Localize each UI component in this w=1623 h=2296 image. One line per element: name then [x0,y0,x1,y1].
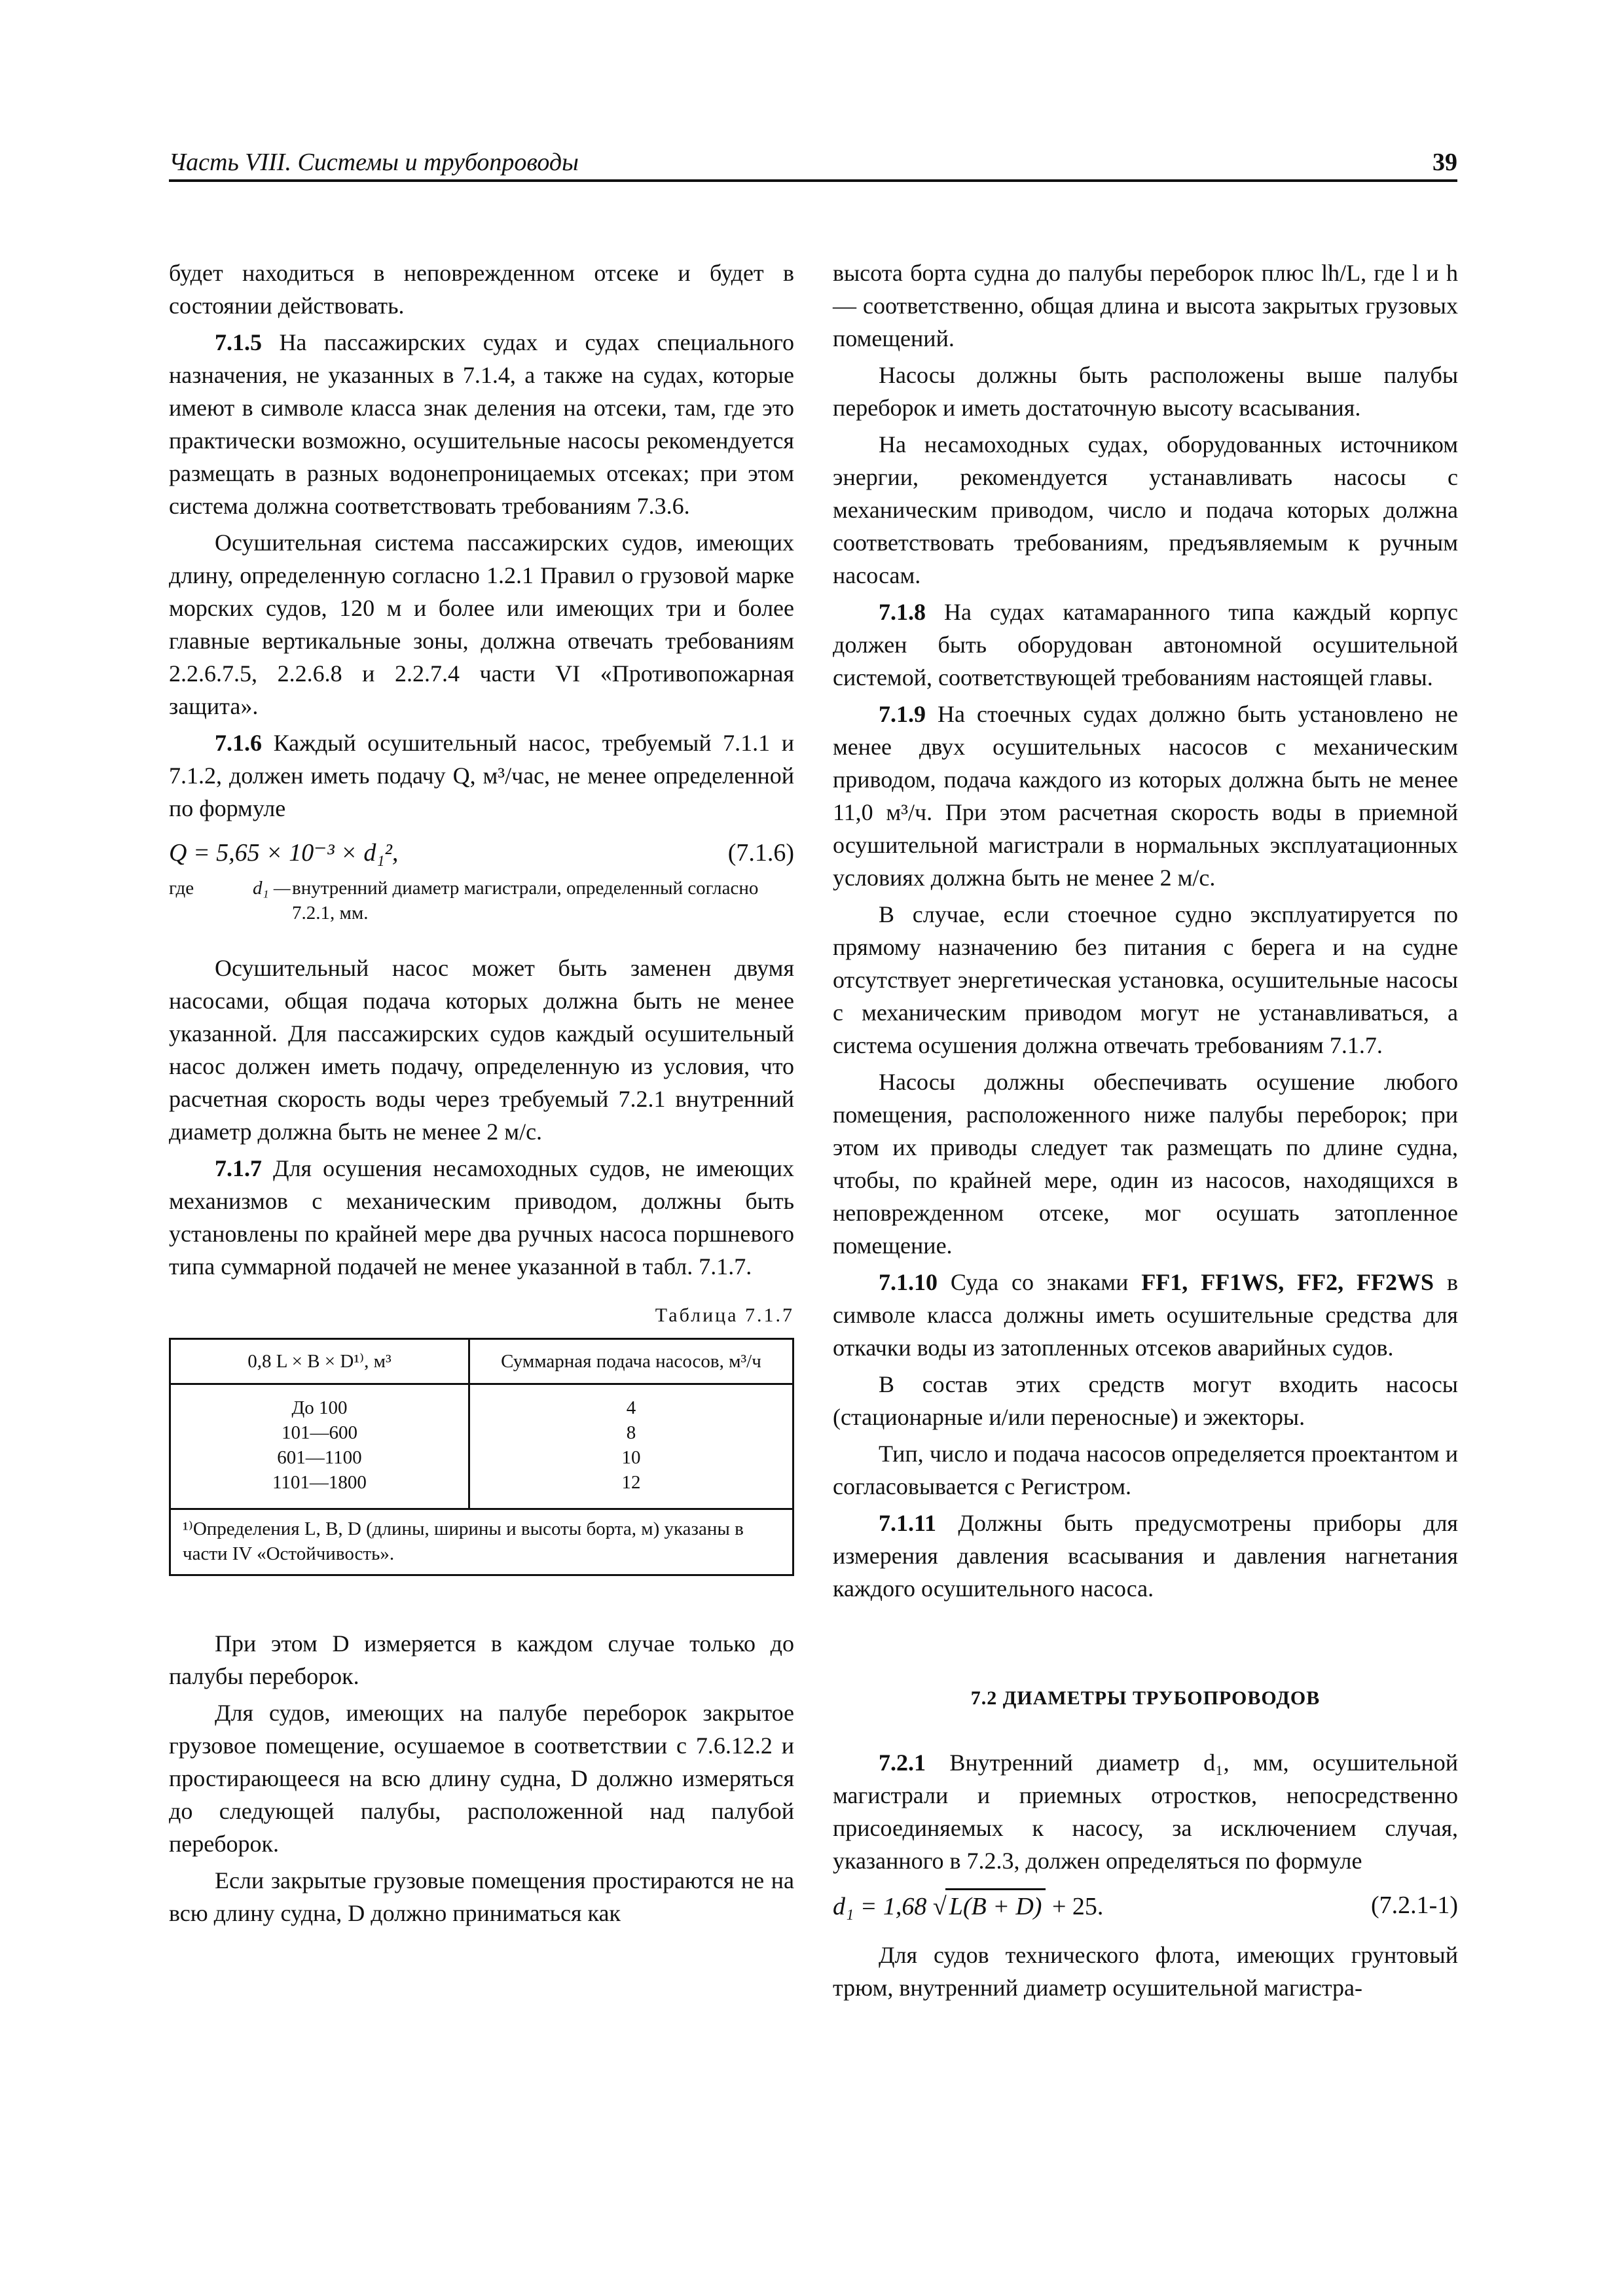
paragraph-passenger: Осушительная система пассажирских судов, имеющих длину, определенную согласно 1.2.1 Правил о грузовой марке морских судов, 120 м и более или имеющих три и более главные вертикальные зоны, должна отвечать требованиям 2.2.6.7.5, 2.2.6.8 и 2.2.7.4 части VI «Противопожарная защита». [169,529,794,719]
left-column [169,257,794,1929]
page-header [169,145,1457,182]
section-text: На пассажирских судах и судах специального назначения, не указанных в 7.1.4, а также на судах, которые имеют в символе класса знак деления на отсеки, там, где это практически возможно, осушительные насосы рекомендуется размещать в разных водонепроницаемых отсеках; при этом система должна соответствовать требованиям 7.3.6. [169,329,794,519]
paragraph-non-self-propelled: На несамоходных судах, оборудованных источником энергии, рекомендуется устанавливать насосы с механическим приводом, число и подача которых должна соответствовать требованиям, предъявляемым к ручным насосам. [833,431,1458,588]
formula-number: (7.1.6) [727,839,794,867]
where-text: внутренний диаметр магистрали, определенный согласно 7.2.1, мм. [292,878,759,924]
formula-7-1-6 [169,831,794,874]
section-number: 7.1.10 [879,1269,938,1295]
formula-number: (7.2.1-1) [1371,1892,1458,1919]
paragraph-composition: В состав этих средств могут входить насосы (стационарные и/или переносные) и эжекторы. [833,1371,1458,1430]
table-cell: 601—1100 [277,1447,362,1468]
table-cell: 10 [621,1447,641,1468]
table-cell-values [469,1384,793,1509]
page-number: 39 [1432,149,1457,176]
table-cell: 8 [626,1422,636,1443]
formula-expression [833,1888,1103,1923]
table-footnote-row [170,1509,793,1575]
paragraph-partial-hold: Если закрытые грузовые помещения простираются не на всю длину судна, D должно приниматься как [169,1867,794,1926]
where-symbol: d₁ — [253,878,291,899]
where-label: где [169,878,194,899]
section-text: Каждый осушительный насос, требуемый 7.1.1 и 7.1.2, должен иметь подачу Q, м³/час, не менее определенной по формуле [169,730,794,821]
formula-legend [169,876,794,925]
paragraph-continued: будет находиться в неповрежденном отсеке и будет в состоянии действовать. [169,260,794,319]
right-column [833,257,1458,2004]
paragraph-pumps-above: Насосы должны быть расположены выше палубы переборок и иметь достаточную высоту всасывания. [833,362,1458,421]
section-7-1-11 [833,1507,1458,1605]
paragraph-type: Тип, число и подача насосов определяется проектантом и согласовывается с Регистром. [833,1441,1458,1499]
table-7-1-7 [169,1338,794,1576]
section-number: 7.1.6 [215,730,262,756]
table-footnote: ¹⁾Определения L, B, D (длины, ширины и высоты борта, м) указаны в части IV «Остойчивость». [170,1509,793,1575]
section-number: 7.1.8 [879,599,926,625]
formula-7-2-1-1 [833,1884,1458,1927]
paragraph-technical-fleet: Для судов технического флота, имеющих грунтовый трюм, внутренний диаметр осушительной магистра- [833,1942,1458,2001]
section-number: 7.1.5 [215,329,262,355]
class-marks: FF1, FF1WS, FF2, FF2WS [1141,1269,1434,1295]
formula-expression: Q = 5,65 × 10⁻³ × d₁², [169,839,399,867]
section-7-1-7 [169,1152,794,1283]
table-header-capacity: Суммарная подача насосов, м³/ч [469,1339,793,1384]
formula-radicand: L(B + D) [945,1888,1046,1923]
paragraph-d-measure: При этом D измеряется в каждом случае только до палубы переборок. [169,1630,794,1689]
section-7-1-9 [833,698,1458,894]
paragraph-drainage: Насосы должны обеспечивать осушение любого помещения, расположенного ниже палубы переборок; при этом их приводы следует так размещать по длине судна, чтобы, по крайней мере, один из насосов, находящихся в неповрежденном отсеке, мог осушать затопленное помещение. [833,1069,1458,1259]
paragraph-replace: Осушительный насос может быть заменен двумя насосами, общая подача которых должна быть не менее указанной. Для пассажирских судов каждый осушительный насос должен иметь подачу, определенную из условия, что расчетная скорость воды через требуемый 7.2.1 внутренний диаметр должна быть не менее 2 м/с. [169,955,794,1145]
section-number: 7.1.7 [215,1155,262,1181]
formula-right: + 25. [1051,1892,1104,1920]
table-cell: 101—600 [281,1422,357,1443]
section-heading: 7.2 ДИАМЕТРЫ ТРУБОПРОВОДОВ [970,1687,1321,1709]
section-text: Суда со знаками [938,1269,1142,1295]
section-text: На судах катамаранного типа каждый корпус должен быть оборудован автономной осушительной системой, соответствующей требованиям настоящей главы. [833,599,1458,691]
table-header-row [170,1339,793,1384]
section-number: 7.1.9 [879,701,926,727]
section-number: 7.2.1 [879,1749,926,1776]
table-header-volume: 0,8 L × B × D¹⁾, м³ [170,1339,469,1384]
section-text: Для осушения несамоходных судов, не имеющих механизмов с механическим приводом, должны быть установлены по крайней мере два ручных насоса поршневого типа суммарной подачей не менее указанной в табл. 7.1.7. [169,1155,794,1280]
paragraph-closed-hold: Для судов, имеющих на палубе переборок закрытое грузовое помещение, осушаемое в соответствии с 7.6.12.2 и простирающееся на всю длину судна, D должно измеряться до следующей палубы, расположенной над палубой переборок. [169,1700,794,1857]
running-title: Часть VIII. Системы и трубопроводы [169,149,579,176]
sqrt-sign: √ [932,1892,947,1920]
section-7-2-1 [833,1746,1458,1877]
section-7-1-6 [169,726,794,825]
formula-left: d₁ = 1,68 [833,1892,927,1920]
section-text: На стоечных судах должно быть установлено не менее двух осушительных насосов с механическим приводом, подача каждого из которых должна быть не менее 11,0 м³/ч. При этом расчетная скорость воды в приемной осушительной магистрали в нормальных эксплуатационных условиях должна быть не менее 2 м/с. [833,701,1458,891]
section-text: Должны быть предусмотрены приборы для измерения давления всасывания и давления нагнетания каждого осушительного насоса. [833,1510,1458,1602]
table-cell: 4 [626,1397,636,1418]
paragraph-moored-case: В случае, если стоечное судно эксплуатируется по прямому назначению без питания с берега и на судне отсутствует энергетическая установка, осушительные насосы с механическим приводом могут не устанавливаться, а система осушения должна отвечать требованиям 7.1.7. [833,901,1458,1058]
table-row [170,1384,793,1509]
header-rule [169,179,1457,182]
section-number: 7.1.11 [879,1510,937,1536]
section-text: Внутренний диаметр d₁, мм, осушительной магистрали и приемных отростков, непосредственно присоединяемых к насосу, за исключением случая, указанного в 7.2.3, должен определяться по формуле [833,1749,1458,1874]
table-cell: До 100 [291,1397,348,1418]
section-7-1-5 [169,326,794,522]
section-7-1-8 [833,596,1458,694]
table-cell-ranges [170,1384,469,1509]
section-7-1-10 [833,1266,1458,1364]
paragraph-height: высота борта судна до палубы переборок плюс lh/L, где l и h — соответственно, общая длина и высота закрытых грузовых помещений. [833,260,1458,351]
table-cell: 12 [621,1472,641,1493]
section-text: в символе класса должны иметь осушительные средства для откачки воды из затопленных отсеков аварийных судов. [833,1269,1458,1361]
table-caption: Таблица 7.1.7 [655,1304,794,1326]
table-cell: 1101—1800 [272,1472,367,1493]
